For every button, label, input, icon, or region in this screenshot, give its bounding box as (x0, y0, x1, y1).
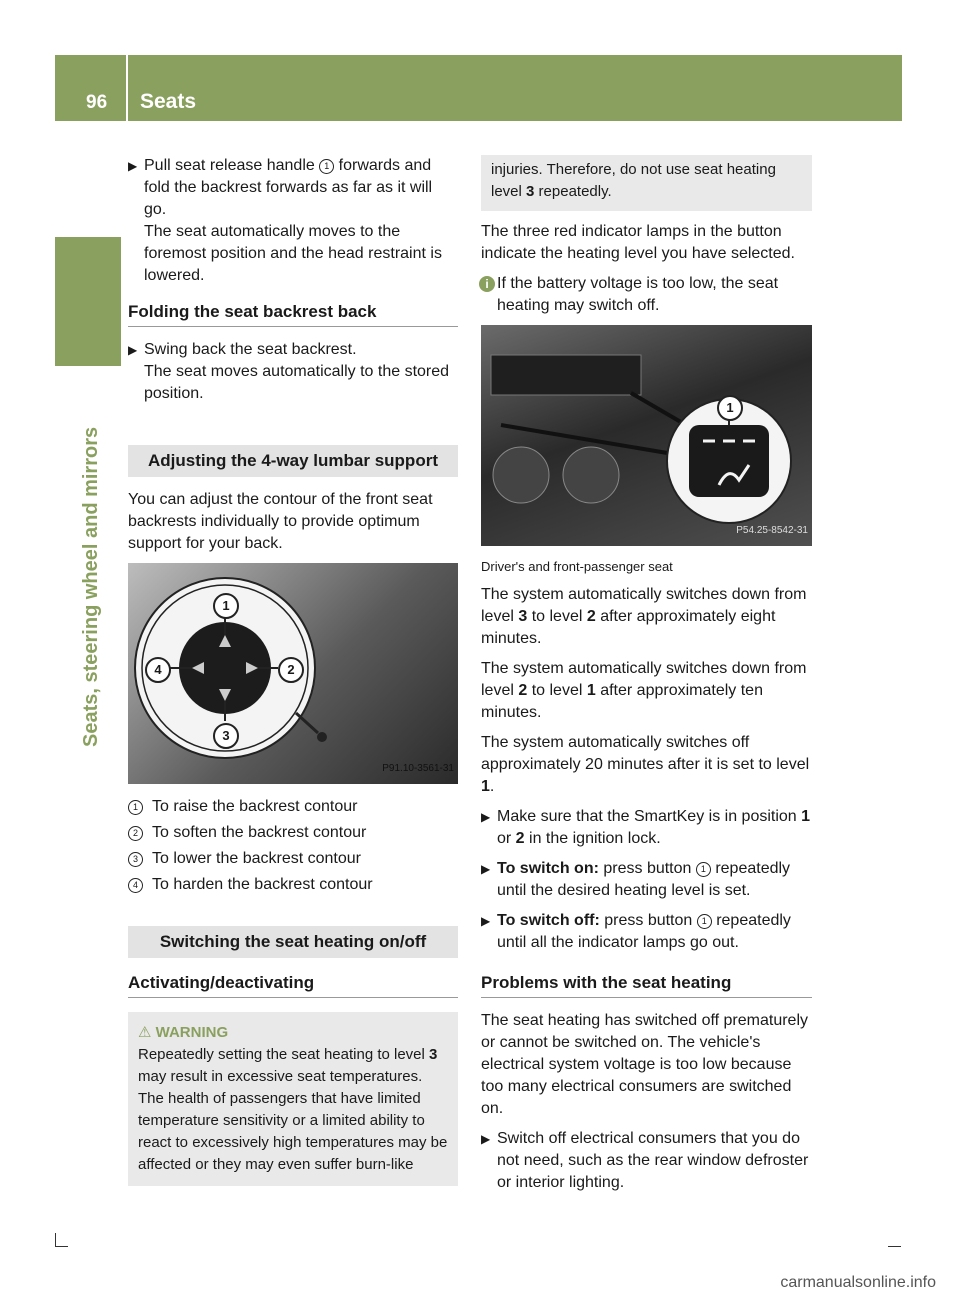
crop-mark-left-vertical (55, 1233, 56, 1246)
page-title: Seats (140, 90, 197, 113)
problems-text: The seat heating has switched off prematurely or cannot be switched on. The vehicle's electrical system voltage is too low because too many electrical consumers are switched on. (481, 1012, 808, 1117)
section-heading-lumbar: Adjusting the 4-way lumbar support (128, 445, 458, 477)
callout-2: 2 (278, 657, 304, 683)
page-number: 96 (86, 92, 108, 113)
subheading-activating: Activating/deactivating (128, 972, 458, 998)
info-icon: i (479, 276, 495, 292)
image-caption: Driver's and front-passenger seat (481, 559, 673, 574)
indicator-lamps-text: The three red indicator lamps in the button indicate the heating level you have selected. (481, 223, 795, 262)
lumbar-intro: You can adjust the contour of the front seat backrests individually to provide optimum support for your back. (128, 491, 433, 552)
number-2-icon: 2 (128, 826, 143, 841)
step-switch-on: ▶ To switch on: press button 1 repeatedly until the desired heating level is set. (481, 860, 791, 899)
number-4-icon: 4 (128, 878, 143, 893)
warning-text: injuries. Therefore, do not use seat heating level (491, 161, 776, 200)
right-column (481, 155, 812, 1202)
number-1-icon: 1 (128, 800, 143, 815)
watermark: carmanualsonline.info (780, 1274, 936, 1291)
step-text: Swing back the seat backrest. (144, 341, 357, 358)
auto-switch-1: The system automatically switches down from level 3 to level 2 after approximately eight minutes. (481, 586, 807, 647)
center-console-diagram (481, 325, 812, 546)
section-title-vertical: Seats, steering wheel and mirrors (80, 426, 102, 747)
info-text: If the battery voltage is too low, the seat heating may switch off. (497, 275, 779, 314)
callout-4: 4 (145, 657, 171, 683)
auto-switch-2: The system automatically switches down from level 2 to level 1 after approximately ten minutes. (481, 660, 807, 721)
legend-item (128, 848, 458, 870)
warning-level: 3 (429, 1046, 438, 1063)
step-result: The seat automatically moves to the foremost position and the head restraint is lowered. (144, 223, 442, 284)
callout-1: 1 (213, 593, 239, 619)
step-swing-back (128, 339, 458, 405)
step-text: forwards and fold the backrest forwards as far as it will go. (144, 157, 433, 218)
lumbar-support-image (128, 563, 458, 784)
legend-item (128, 874, 458, 896)
legend-text: To lower the backrest contour (152, 850, 361, 867)
warning-title: WARNING (155, 1024, 229, 1041)
warning-text: may result in excessive seat temperatures. The health of passengers that have limited temperature sensitivity or a limited ability to react to excessively high temperatures may be affected or they may even suffer burn-like (138, 1068, 448, 1173)
subheading-folding-back: Folding the seat backrest back (128, 301, 458, 327)
legend-text: To harden the backrest contour (152, 876, 373, 893)
seat-heating-button-image (481, 325, 812, 546)
number-1-icon: 1 (697, 914, 712, 929)
subheading-problems: Problems with the seat heating (481, 972, 812, 998)
warning-triangle-icon: ⚠ (138, 1024, 152, 1041)
image-code: P54.25-8542-31 (736, 525, 808, 536)
warning-text: repeatedly. (534, 183, 612, 200)
number-1-icon: 1 (319, 159, 334, 174)
callout-1: 1 (717, 395, 743, 421)
step-fold-forward (128, 155, 458, 287)
arrow-icon: ▶ (481, 862, 491, 876)
step-switch-off-consumers: ▶ Switch off electrical consumers that you do not need, such as the rear window defroster or interior lighting. (481, 1130, 809, 1191)
left-column (128, 155, 458, 1186)
warning-text: Repeatedly setting the seat heating to level (138, 1046, 430, 1063)
arrow-icon: ▶ (128, 343, 138, 357)
step-text: Pull seat release handle (144, 157, 320, 174)
legend-item (128, 796, 458, 818)
legend-text: To raise the backrest contour (152, 798, 358, 815)
step-switch-off: ▶ To switch off: press button 1 repeatedly until all the indicator lamps go out. (481, 912, 791, 951)
section-heading-heating: Switching the seat heating on/off (128, 926, 458, 958)
number-1-icon: 1 (696, 862, 711, 877)
arrow-icon: ▶ (128, 159, 138, 173)
number-3-icon: 3 (128, 852, 143, 867)
auto-switch-3: The system automatically switches off approximately 20 minutes after it is set to level 1. (481, 734, 810, 795)
arrow-icon: ▶ (481, 1132, 491, 1146)
arrow-icon: ▶ (481, 810, 491, 824)
warning-header (138, 1022, 448, 1044)
legend-item (128, 822, 458, 844)
info-note (481, 273, 812, 317)
legend-text: To soften the backrest contour (152, 824, 367, 841)
header-divider (126, 55, 128, 121)
crop-mark-left-horizontal (55, 1246, 68, 1247)
step-result: The seat moves automatically to the stored position. (144, 363, 450, 402)
warning-box (128, 1012, 458, 1186)
image-code: P91.10-3561-31 (382, 763, 454, 774)
crop-mark-right-horizontal (888, 1246, 901, 1247)
arrow-icon: ▶ (481, 914, 491, 928)
callout-3: 3 (213, 723, 239, 749)
warning-level: 3 (526, 183, 535, 200)
section-tab (55, 237, 121, 366)
step-smartkey: ▶ Make sure that the SmartKey is in position 1 or 2 in the ignition lock. (481, 808, 811, 847)
warning-box-continued (481, 155, 812, 211)
